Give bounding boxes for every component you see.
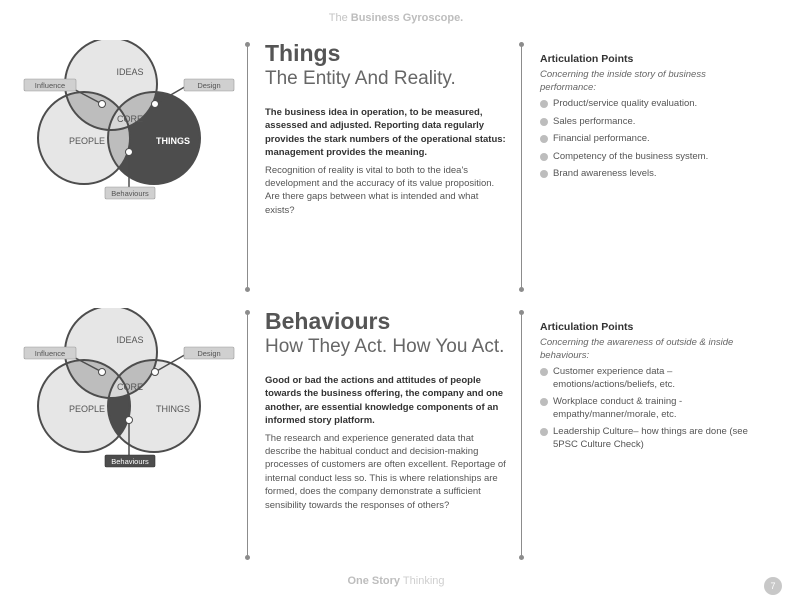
behaviours-dot — [126, 417, 133, 424]
label-core: CORE — [116, 114, 144, 124]
divider-right — [521, 312, 522, 558]
articulation-list — [540, 98, 755, 181]
section-things — [0, 40, 792, 310]
label-things: THINGS — [155, 136, 191, 146]
section-title: Things — [265, 40, 341, 66]
page-header — [0, 12, 792, 24]
divider-left — [247, 312, 248, 558]
header-prefix: The — [328, 12, 351, 24]
label-design: Design — [197, 349, 221, 358]
articulation-intro: Concerning the awareness of outside & inside behaviours: — [540, 337, 734, 361]
articulation-title: Articulation Points — [540, 321, 634, 333]
articulation-title: Articulation Points — [540, 53, 634, 65]
list-item: Product/service quality evaluation. — [540, 98, 755, 111]
articulation-points — [540, 53, 755, 186]
content-column — [265, 40, 510, 217]
list-item: Customer experience data – emotions/actions/beliefs, etc. — [540, 366, 755, 391]
design-dot — [152, 101, 159, 108]
influence-dot — [99, 369, 106, 376]
label-people: PEOPLE — [68, 404, 106, 414]
section-subtitle: The Entity And Reality. — [265, 68, 456, 89]
behaviours-dot — [126, 149, 133, 156]
page-footer — [0, 575, 792, 587]
venn-diagram-things — [18, 40, 243, 205]
divider-right — [521, 44, 522, 290]
venn-diagram-behaviours — [18, 308, 243, 473]
section-behaviours — [0, 308, 792, 578]
articulation-list — [540, 366, 755, 451]
footer-brand-suffix: Thinking — [400, 575, 445, 587]
lead-paragraph: Good or bad the actions and attitudes of people towards the business offering, the company and one another, are essential knowledge components of an informed story platform. — [265, 375, 504, 427]
section-title: Behaviours — [265, 308, 391, 334]
footer-brand: One Story — [347, 575, 401, 587]
page-number: 7 — [764, 577, 782, 595]
list-item: Brand awareness levels. — [540, 168, 755, 181]
label-ideas: IDEAS — [116, 67, 144, 77]
list-item: Leadership Culture– how things are done (see 5PSC Culture Check) — [540, 426, 755, 451]
label-ideas: IDEAS — [116, 335, 144, 345]
divider-left — [247, 44, 248, 290]
lead-paragraph: The business idea in operation, to be measured, assessed and adjusted. Reporting data regularly provides the stark numbers of the operational status: management provides the meaning. — [265, 107, 506, 159]
label-influence: Influence — [34, 349, 66, 358]
articulation-points — [540, 321, 755, 456]
label-behaviours: Behaviours — [111, 189, 149, 198]
section-subtitle: How They Act. How You Act. — [265, 336, 505, 357]
label-influence: Influence — [34, 81, 66, 90]
influence-dot — [99, 101, 106, 108]
content-column — [265, 308, 510, 512]
body-paragraph: The research and experience generated data that describe the habitual conduct and decision-making processes of customers are often excellent. Reportage of internal conduct less so. This is where relationships are formed, does the company demonstrate a sufficient sensibility towards the responses of others? — [265, 432, 506, 511]
label-people: PEOPLE — [68, 136, 106, 146]
body-paragraph: Recognition of reality is vital to both to the idea's development and the accuracy of its value proposition. Are there gaps between what is intended and what exists? — [265, 164, 495, 216]
header-title: Business Gyroscope. — [350, 12, 464, 24]
list-item: Workplace conduct & training - empathy/manner/morale, etc. — [540, 396, 755, 421]
list-item: Competency of the business system. — [540, 151, 755, 164]
label-things: THINGS — [155, 404, 191, 414]
label-behaviours: Behaviours — [111, 457, 149, 466]
list-item: Sales performance. — [540, 116, 755, 129]
articulation-intro: Concerning the inside story of business performance: — [540, 69, 706, 93]
label-core: CORE — [116, 382, 144, 392]
design-dot — [152, 369, 159, 376]
list-item: Financial performance. — [540, 133, 755, 146]
label-design: Design — [197, 81, 221, 90]
